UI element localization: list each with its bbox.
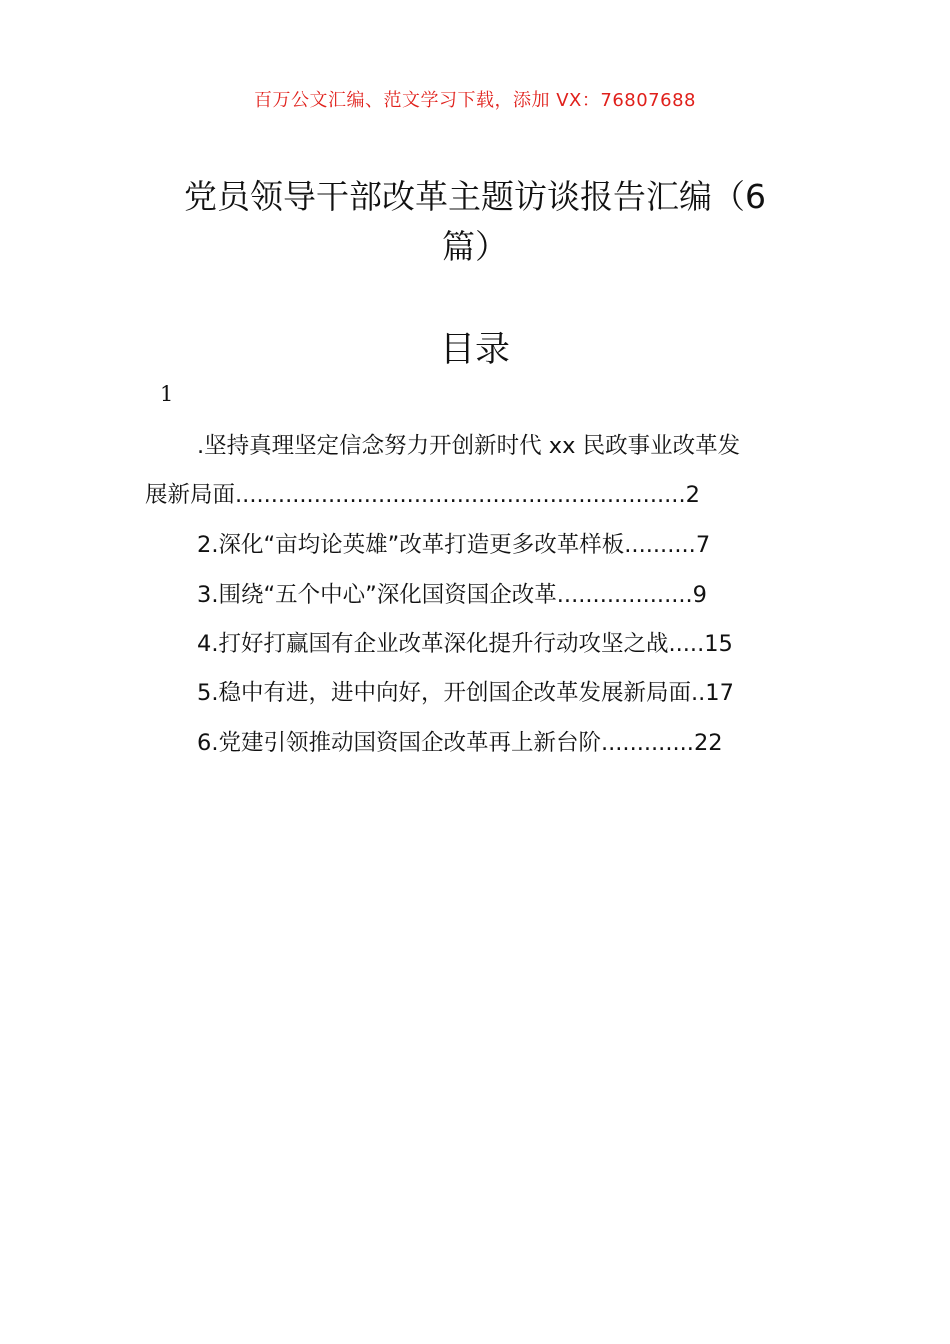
toc-leader-dots: ................... (556, 582, 693, 608)
toc-entry-2[interactable] (197, 530, 710, 560)
toc-leader-dots: .......... (624, 532, 696, 558)
toc-leader-dots: ..... (668, 631, 705, 657)
toc-page-number: 9 (692, 582, 707, 608)
toc-page-number: 2 (685, 482, 700, 508)
toc-entry-text: 展新局面 (145, 482, 236, 508)
toc-leader-dots: ............. (600, 730, 694, 756)
toc-entry-text: 3.围绕“五个中心”深化国资国企改革 (197, 582, 557, 608)
toc-entry-text: .坚持真理坚定信念努力开创新时代 xx 民政事业改革发 (197, 433, 741, 459)
toc-entry-text: 4.打好打赢国有企业改革深化提升行动攻坚之战 (197, 631, 669, 657)
document-title-line-1: 党员领导干部改革主题访谈报告汇编（6 (184, 177, 766, 216)
toc-leader-dots: .. (690, 680, 706, 706)
document-title (150, 172, 800, 272)
document-title-line-2: 篇） (442, 227, 508, 266)
toc-list-marker: 1 (160, 382, 174, 406)
toc-entry-text: 2.深化“亩均论英雄”改革打造更多改革样板 (197, 532, 625, 558)
toc-entry-6[interactable] (197, 728, 723, 758)
toc-entry-4[interactable] (197, 629, 733, 659)
toc-page-number: 7 (695, 532, 711, 558)
toc-leader-dots: ............................................................... (235, 482, 686, 508)
toc-entry-text: 5.稳中有进，进中向好，开创国企改革发展新局面 (197, 680, 691, 706)
toc-page-number: 17 (705, 680, 734, 706)
toc-page-number: 22 (693, 730, 723, 756)
toc-entry-3[interactable] (197, 580, 707, 610)
toc-entry-text: 6.党建引领推动国资国企改革再上新台阶 (197, 730, 601, 756)
toc-entry-1-line-1[interactable] (197, 431, 740, 461)
toc-heading: 目录 (439, 330, 510, 370)
toc-page-number: 15 (704, 631, 733, 657)
toc-entry-5[interactable] (197, 678, 734, 708)
toc-entry-1-line-2[interactable] (145, 480, 700, 510)
header-watermark-note: 百万公文汇编、范文学习下载，添加 VX：76807688 (254, 90, 696, 111)
